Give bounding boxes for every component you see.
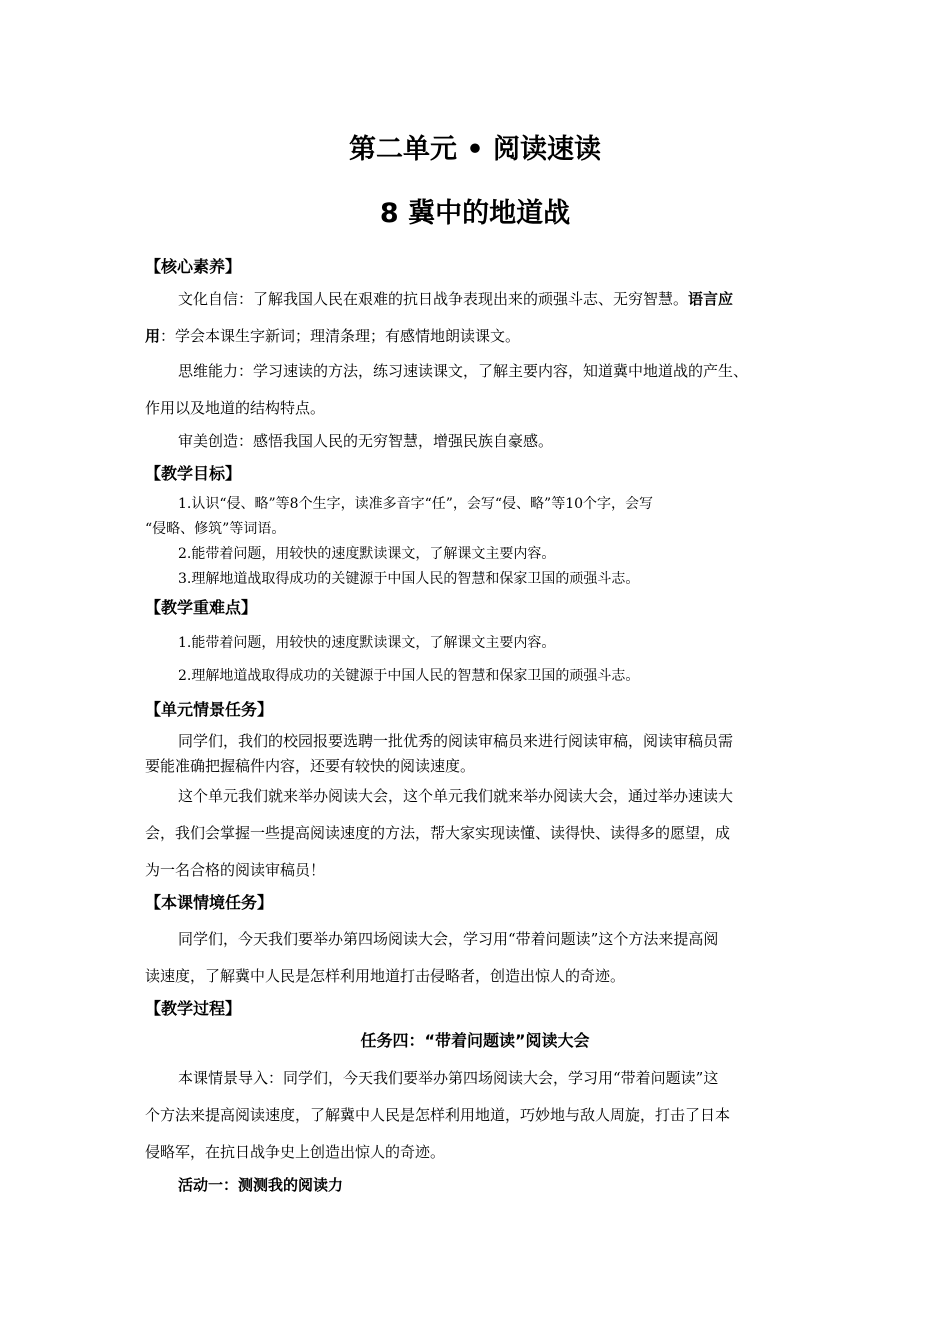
unit-task-heading: 【单元情景任务】: [145, 700, 274, 719]
lesson-task-line-1: 同学们，今天我们要举办第四场阅读大会，学习用“带着问题读”这个方法来提高阅: [178, 930, 719, 948]
unit-task-line-3: 这个单元我们就来举办阅读大会，这个单元我们就来举办阅读大会，通过举办速读大: [178, 787, 734, 805]
goal-line-2: “侵略、修筑”等词语。: [145, 521, 286, 537]
core-line-1-text: 文化自信：了解我国人民在艰难的抗日战争表现出来的顽强斗志、无穷智慧。: [178, 290, 689, 308]
core-line-5: 审美创造：感悟我国人民的无穷智慧，增强民族自豪感。: [178, 432, 554, 450]
core-line-1: [178, 289, 733, 309]
core-line-2: [145, 326, 520, 346]
teaching-goals-heading: 【教学目标】: [145, 464, 242, 483]
core-line-3: 思维能力：学习速读的方法，练习速读课文，了解主要内容，知道冀中地道战的产生、: [178, 362, 749, 380]
unit-task-line-4: 会，我们会掌握一些提高阅读速度的方法，帮大家实现读懂、读得快、读得多的愿望，成: [145, 824, 731, 842]
unit-task-line-5: 为一名合格的阅读审稿员！: [145, 861, 326, 879]
core-line-2-text: ：学会本课生字新词；理清条理；有感情地朗读课文。: [160, 327, 521, 345]
teaching-process-heading: 【教学过程】: [145, 999, 242, 1018]
process-line-2: 个方法来提高阅读速度，了解冀中人民是怎样利用地道，巧妙地与敌人周旋，打击了日本: [145, 1106, 731, 1124]
key-point-line-2: 2.理解地道战取得成功的关键源于中国人民的智慧和保家卫国的顽强斗志。: [178, 668, 640, 684]
core-line-1-bold: 语言应: [688, 290, 734, 308]
process-line-1: 本课情景导入：同学们，今天我们要举办第四场阅读大会，学习用“带着问题读”这: [178, 1069, 719, 1087]
core-line-4: 作用以及地道的结构特点。: [145, 399, 326, 417]
process-line-3: 侵略军，在抗日战争史上创造出惊人的奇迹。: [145, 1143, 446, 1161]
lesson-task-heading: 【本课情境任务】: [145, 893, 274, 912]
lesson-task-line-2: 读速度，了解冀中人民是怎样利用地道打击侵略者，创造出惊人的奇迹。: [145, 967, 626, 985]
unit-task-line-2: 要能准确把握稿件内容，还要有较快的阅读速度。: [145, 757, 476, 775]
unit-task-line-1: 同学们，我们的校园报要选聘一批优秀的阅读审稿员来进行阅读审稿，阅读审稿员需: [178, 732, 734, 750]
goal-line-4: 3.理解地道战取得成功的关键源于中国人民的智慧和保家卫国的顽强斗志。: [178, 571, 640, 587]
unit-title: 第二单元 • 阅读速读: [348, 134, 602, 165]
goal-line-3: 2.能带着问题，用较快的速度默读课文，了解课文主要内容。: [178, 546, 556, 562]
key-points-heading: 【教学重难点】: [145, 598, 258, 617]
task-four-title: 任务四：“带着问题读”阅读大会: [360, 1031, 590, 1050]
core-literacy-heading: 【核心素养】: [145, 257, 242, 276]
key-point-line-1: 1.能带着问题，用较快的速度默读课文，了解课文主要内容。: [178, 635, 556, 651]
lesson-title: 8 冀中的地道战: [379, 198, 571, 229]
core-line-2-bold: 用: [145, 327, 161, 345]
goal-line-1: 1.认识“侵、略”等8个生字，读准多音字“任”，会写“侵、略”等10个字，会写: [178, 496, 654, 512]
activity-one-heading: 活动一：测测我的阅读力: [178, 1176, 344, 1194]
